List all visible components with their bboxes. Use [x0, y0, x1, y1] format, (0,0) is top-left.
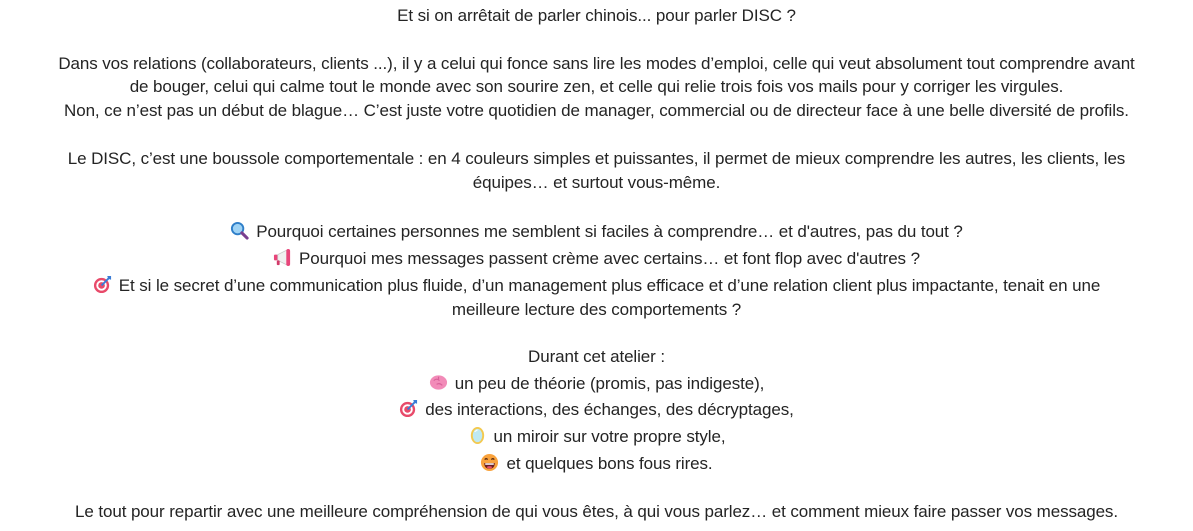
workshop-item-4-text: et quelques bons fous rires. [506, 454, 713, 473]
conclusion: Le tout pour repartir avec une meilleure compréhension de qui vous êtes, à qui vous parlez… et comment mieux faire passer vos messages. [75, 502, 1118, 521]
workshop-item-3-text: un miroir sur votre propre style, [493, 427, 726, 446]
workshop-item-2-text: des interactions, des échanges, des décryptages, [425, 400, 794, 419]
intro-line-1: Dans vos relations (collaborateurs, clients ...), il y a celui qui fonce sans lire les modes d’emploi, celle qui veut absolument tout comprendre avant [58, 54, 1135, 73]
question-2-text: Pourquoi mes messages passent crème avec certains… et font flop avec d'autres ? [299, 249, 920, 268]
question-1 [0, 220, 1193, 244]
magnifying-glass-icon [230, 221, 249, 240]
question-2 [0, 247, 1193, 271]
mirror-icon [468, 426, 487, 445]
workshop-item-4 [0, 452, 1193, 476]
workshop-item-1 [0, 372, 1193, 396]
brain-icon [429, 373, 448, 392]
workshop-heading: Durant cet atelier : [528, 347, 665, 366]
question-3-text: Et si le secret d’une communication plus fluide, d’un management plus efficace et d’une relation client plus impactante, tenait en une [118, 276, 1101, 295]
disc-line-2: équipes… et surtout vous-même. [472, 173, 721, 192]
workshop-item-2 [0, 398, 1193, 422]
title: Et si on arrêtait de parler chinois... pour parler DISC ? [397, 6, 796, 25]
intro-line-3: Non, ce n’est pas un début de blague… C’est juste votre quotidien de manager, commercial ou de directeur face à une belle diversité de profils. [64, 101, 1129, 120]
megaphone-icon [273, 248, 292, 267]
disc-line-1: Le DISC, c’est une boussole comportementale : en 4 couleurs simples et puissantes, il permet de mieux comprendre les autres, les clients, les [67, 149, 1126, 168]
workshop-item-3 [0, 425, 1193, 449]
intro-line-2: de bouger, celui qui calme tout le monde avec son sourire zen, et celle qui relie trois fois vos mails pour y corriger les virgules. [129, 77, 1064, 96]
target-icon [93, 275, 112, 294]
question-3 [0, 274, 1193, 298]
workshop-item-1-text: un peu de théorie (promis, pas indigeste), [454, 374, 765, 393]
grinning-face-icon [480, 453, 499, 472]
question-1-text: Pourquoi certaines personnes me semblent si faciles à comprendre… et d'autres, pas du tout ? [256, 222, 963, 241]
target-icon [399, 399, 418, 418]
question-3-continuation: meilleure lecture des comportements ? [451, 300, 742, 319]
